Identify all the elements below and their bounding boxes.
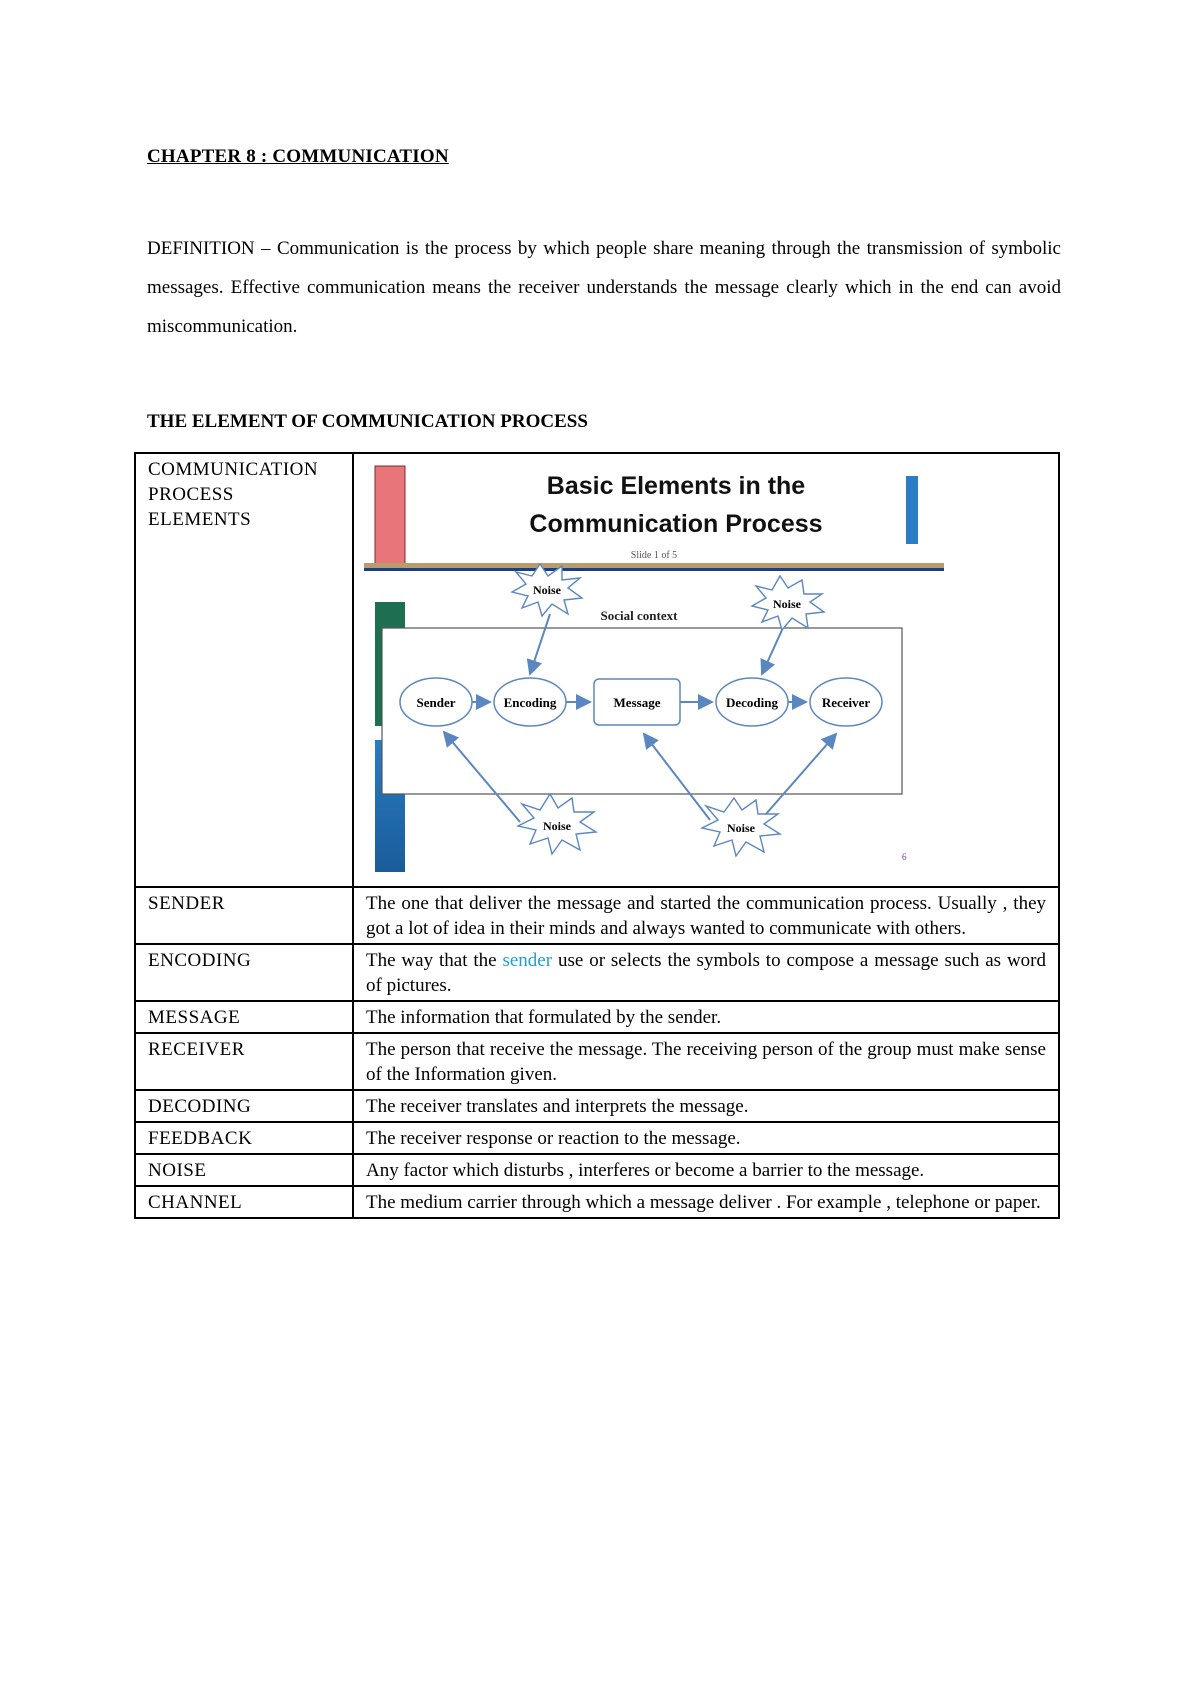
gold-rule: [364, 563, 944, 568]
table-row: [135, 1033, 1059, 1090]
term-cell: RECEIVER: [135, 1033, 353, 1090]
sender-link[interactable]: sender: [502, 950, 553, 971]
noise-burst-top-left: [512, 564, 582, 616]
slide-page-number: 6: [902, 852, 907, 862]
noise-burst-bottom-left: [518, 794, 596, 854]
social-context-label: Social context: [600, 608, 678, 623]
noise-label: Noise: [533, 583, 561, 597]
description-cell: Any factor which disturbs , interferes or become a barrier to the message.: [353, 1154, 1059, 1186]
header-label-cell: COMMUNICATION PROCESS ELEMENTS: [135, 453, 353, 887]
term-cell: SENDER: [135, 887, 353, 944]
term-cell: MESSAGE: [135, 1001, 353, 1033]
term-cell: ENCODING: [135, 944, 353, 1001]
slide-label: Slide 1 of 5: [630, 550, 678, 561]
term-cell: CHANNEL: [135, 1186, 353, 1218]
chapter-title: CHAPTER 8 : COMMUNICATION: [147, 146, 449, 167]
description-cell: [353, 944, 1059, 1001]
description-text: The way that the: [366, 950, 503, 971]
sender-node-label: Sender: [416, 695, 456, 710]
table-row: [135, 1122, 1059, 1154]
description-cell: The receiver translates and interprets the message.: [353, 1090, 1059, 1122]
table-row: [135, 887, 1059, 944]
description-text: use or selects the symbols to compose a message such as word of pictures.: [366, 950, 1046, 996]
noise-label: Noise: [773, 597, 801, 611]
description-cell: The information that formulated by the sender.: [353, 1001, 1059, 1033]
diagram-title-line1: Basic Elements in the: [546, 472, 806, 500]
noise-label: Noise: [727, 821, 755, 835]
description-cell: The person that receive the message. The receiving person of the group must make sense of the Information given.: [353, 1033, 1059, 1090]
diagram-title-line2: Communication Process: [529, 510, 823, 538]
term-cell: DECODING: [135, 1090, 353, 1122]
table-row: [135, 453, 1059, 887]
table-row: [135, 1001, 1059, 1033]
navy-rule: [364, 568, 944, 571]
encoding-node-label: Encoding: [503, 695, 557, 710]
receiver-node-label: Receiver: [821, 695, 871, 710]
noise-label: Noise: [543, 819, 571, 833]
table-row: [135, 944, 1059, 1001]
term-cell: FEEDBACK: [135, 1122, 353, 1154]
table-row: [135, 1154, 1059, 1186]
blue-right-bar: [906, 476, 918, 544]
message-node-label: Message: [613, 695, 661, 710]
description-cell: The one that deliver the message and started the communication process. Usually , they got a lot of idea in their minds and always wanted to communicate with others.: [353, 887, 1059, 944]
section-title: THE ELEMENT OF COMMUNICATION PROCESS: [147, 411, 588, 432]
term-cell: NOISE: [135, 1154, 353, 1186]
definition-paragraph: DEFINITION – Communication is the process by which people share meaning through the transmission of symbolic messages. Effective communication means the receiver understands the message clearly which in the end can avoid miscommunication.: [147, 238, 1061, 337]
noise-burst-top-right: [752, 576, 824, 630]
noise-burst-bottom-right: [702, 798, 780, 856]
decoding-node-label: Decoding: [726, 695, 778, 710]
red-side-bar: [375, 466, 405, 568]
table-row: [135, 1186, 1059, 1218]
diagram-cell: [353, 453, 1059, 887]
table-row: [135, 1090, 1059, 1122]
elements-table: [134, 452, 1060, 1219]
communication-process-diagram: [354, 454, 1058, 886]
description-cell: The medium carrier through which a message deliver . For example , telephone or paper.: [353, 1186, 1059, 1218]
description-cell: The receiver response or reaction to the message.: [353, 1122, 1059, 1154]
